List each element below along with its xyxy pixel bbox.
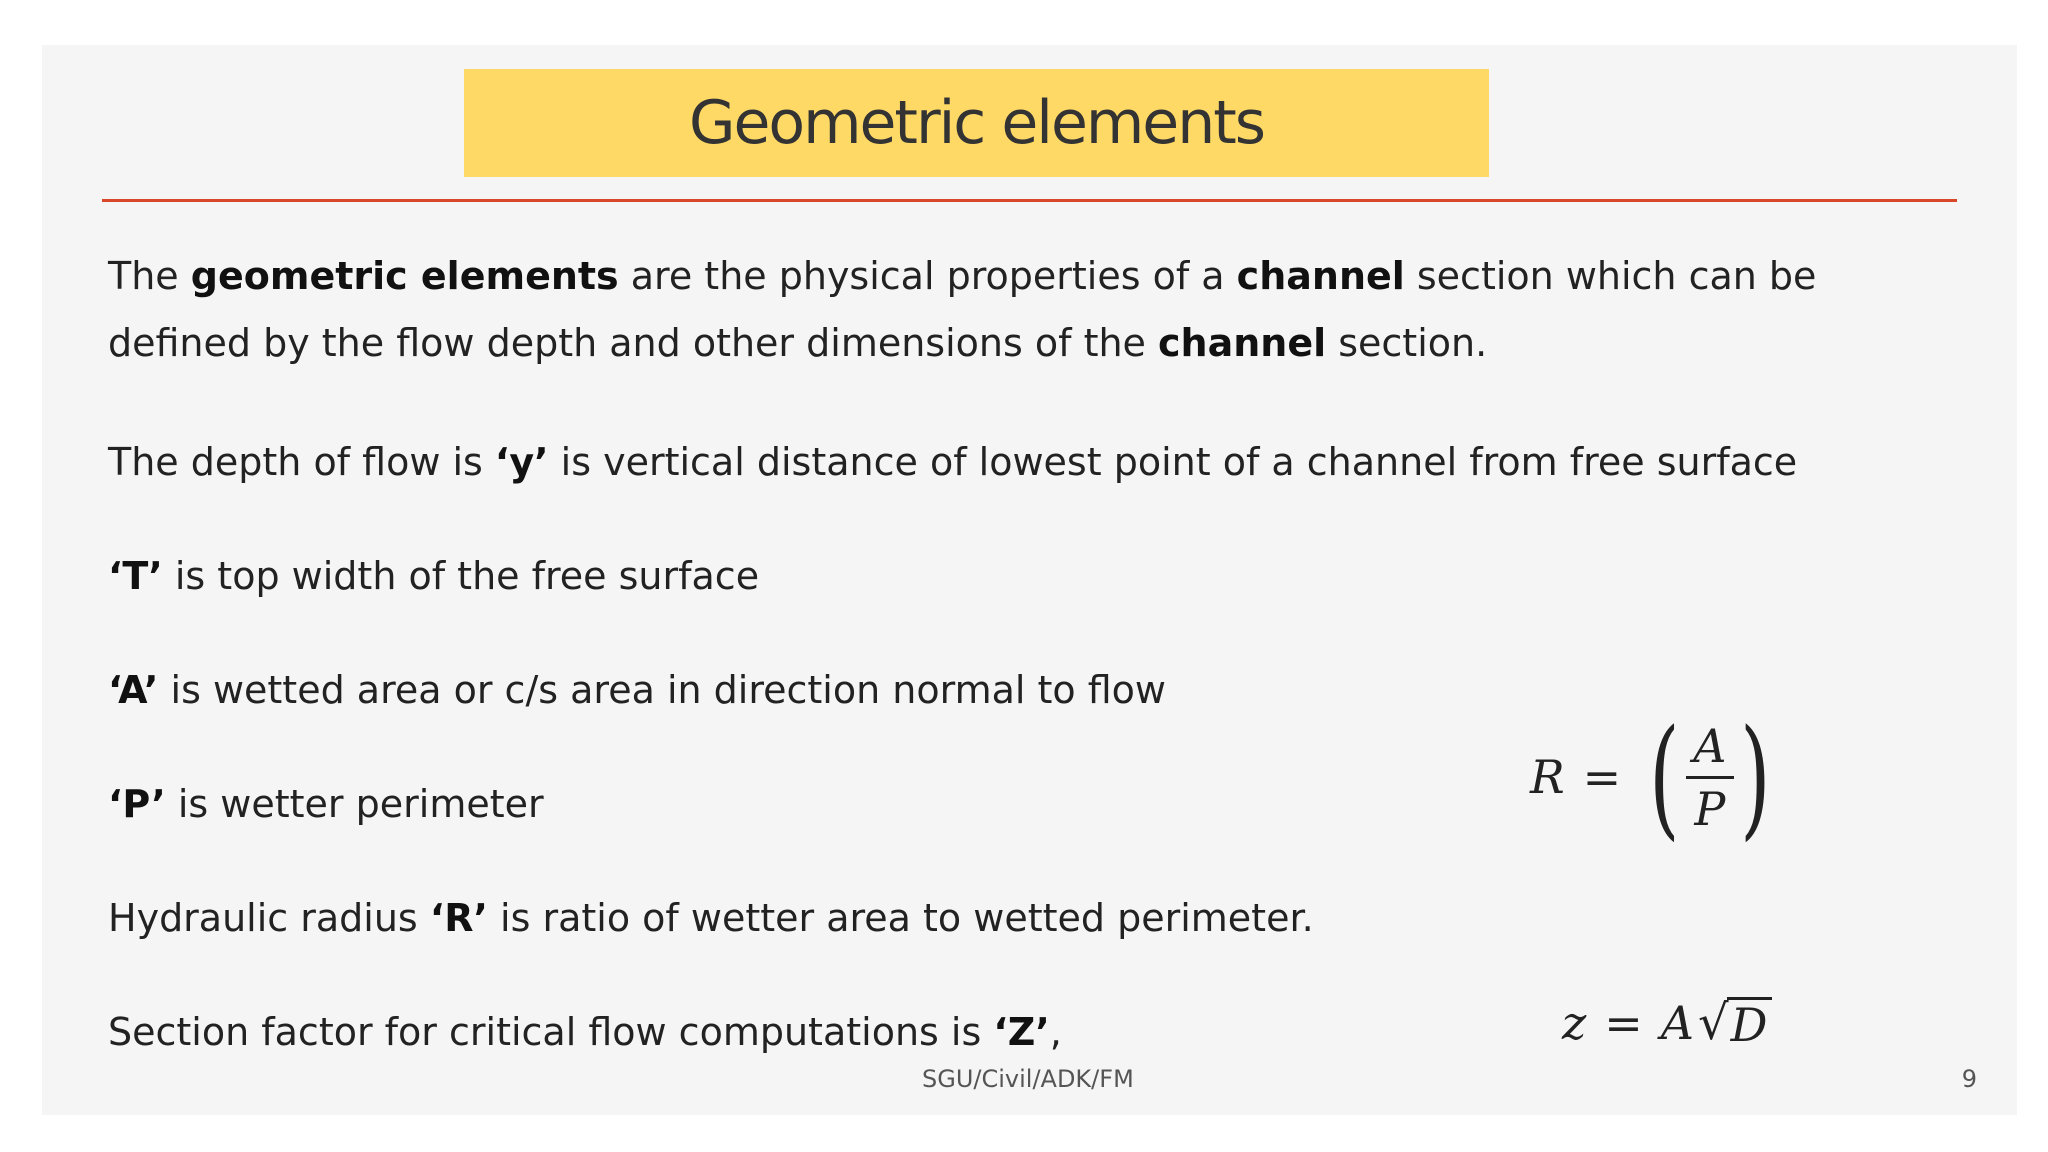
formula-r-open-paren: (: [1649, 701, 1680, 853]
slide: [42, 45, 2017, 1115]
formula-r-equals: =: [1582, 750, 1622, 804]
footer-label: SGU/Civil/ADK/FM: [922, 1065, 1134, 1093]
perimeter-symbol: ‘P’: [108, 782, 166, 826]
top-width-paragraph: [108, 543, 759, 610]
section-symbol: ‘Z’: [993, 1010, 1050, 1054]
top-width-symbol: ‘T’: [108, 554, 163, 598]
formula-r-numerator: A: [1693, 718, 1727, 773]
formula-z-radicand: D: [1727, 997, 1772, 1050]
top-width-text: is top width of the free surface: [162, 554, 760, 598]
formula-r-close-paren: ): [1740, 701, 1771, 853]
title-banner: [464, 69, 1489, 177]
formula-z-coef: A: [1660, 996, 1695, 1050]
page-number: 9: [1961, 1065, 1977, 1093]
formula-r-fraction: [1686, 720, 1734, 835]
square-root-icon: √: [1698, 995, 1729, 1051]
radius-paragraph: [108, 885, 1314, 952]
radius-text-1: Hydraulic radius: [108, 896, 430, 940]
area-symbol: ‘A’: [108, 668, 159, 712]
perimeter-text: is wetter perimeter: [165, 782, 544, 826]
intro-bold-2: channel: [1236, 254, 1405, 298]
intro-text-2: are the physical properties of a: [618, 254, 1237, 298]
depth-text-2: is vertical distance of lowest point of a channel from free surface: [548, 440, 1798, 484]
depth-text-1: The depth of flow is: [108, 440, 495, 484]
intro-paragraph: [108, 243, 1968, 377]
slide-title: Geometric elements: [688, 88, 1265, 158]
radius-symbol: ‘R’: [429, 896, 488, 940]
title-divider: [102, 199, 1957, 202]
section-text-2: ,: [1049, 1010, 1062, 1054]
formula-r-lhs: R: [1530, 750, 1565, 804]
area-paragraph: [108, 657, 1166, 724]
intro-bold-3: channel: [1158, 321, 1327, 365]
section-factor-formula: [1562, 983, 1772, 1063]
formula-z-lhs: z: [1562, 996, 1587, 1050]
area-text: is wetted area or c/s area in direction normal to flow: [158, 668, 1166, 712]
hydraulic-radius-formula: [1530, 701, 1781, 853]
intro-text-1: The: [108, 254, 191, 298]
perimeter-paragraph: [108, 771, 544, 838]
formula-r-denominator: P: [1694, 781, 1726, 836]
intro-text-3: section which can be defined by the flow depth and other dimensions of the: [108, 254, 1817, 365]
section-factor-paragraph: [108, 999, 1062, 1066]
depth-paragraph: [108, 429, 1797, 496]
fraction-bar: [1686, 776, 1734, 779]
radius-text-2: is ratio of wetter area to wetted perimeter.: [487, 896, 1314, 940]
depth-symbol: ‘y’: [494, 440, 549, 484]
section-text-1: Section factor for critical flow computations is: [108, 1010, 994, 1054]
intro-bold-1: geometric elements: [190, 254, 619, 298]
formula-z-equals: =: [1604, 996, 1643, 1050]
intro-text-4: section.: [1326, 321, 1488, 365]
